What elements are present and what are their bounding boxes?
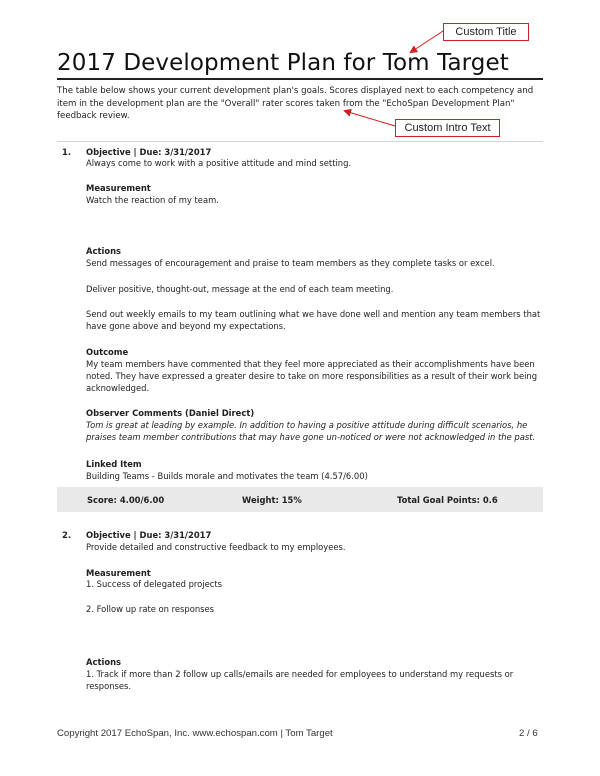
custom-title-arrow [411, 31, 443, 52]
measurement-text: Watch the reaction of my team. [86, 195, 219, 205]
goal-number: 1. [62, 147, 72, 157]
actions-heading: Actions [86, 657, 122, 667]
action-item: Send out weekly emails to my team outlining what we have done well and mention any team members that have gone above and beyond my expectations. [86, 309, 541, 331]
objective-heading: Objective | Due: 3/31/2017 [86, 530, 212, 540]
weight-value: Weight: 15% [242, 495, 302, 505]
observer-comment: Tom is great at leading by example. In addition to having a positive attitude during difficult scenarios, he praises team member contributions that may have gone un-noticed or were not acknowledged in the past. [86, 420, 536, 442]
custom-title-callout: Custom Title [443, 23, 529, 41]
action-item: Send messages of encouragement and praise to team members as they complete tasks or excel. [86, 258, 495, 268]
actions-heading: Actions [86, 246, 122, 256]
footer-copyright: Copyright 2017 EchoSpan, Inc. www.echospan.com | Tom Target [57, 728, 333, 739]
linked-item-text: Building Teams - Builds morale and motivates the team (4.57/6.00) [86, 471, 368, 481]
footer-page-number: 2 / 6 [519, 728, 538, 739]
custom-intro-arrow [345, 111, 395, 126]
section-divider [57, 141, 543, 142]
measurement-heading: Measurement [86, 568, 151, 578]
page-title: 2017 Development Plan for Tom Target [57, 50, 509, 76]
objective-text: Always come to work with a positive attitude and mind setting. [86, 158, 352, 168]
score-bar [57, 487, 543, 512]
goal-number: 2. [62, 530, 72, 540]
measurement-item: 2. Follow up rate on responses [86, 604, 215, 614]
outcome-text: My team members have commented that they feel more appreciated as their accomplishments have been noted. They have expressed a greater desire to take on more responsibilities as a result of their work being acknowledged. [86, 359, 538, 393]
measurement-item: 1. Success of delegated projects [86, 579, 223, 589]
measurement-heading: Measurement [86, 183, 151, 193]
action-item: Deliver positive, thought-out, message at the end of each team meeting. [86, 284, 394, 294]
observer-heading: Observer Comments (Daniel Direct) [86, 408, 255, 418]
action-item: 1. Track if more than 2 follow up calls/emails are needed for employees to understand my requests or responses. [86, 669, 514, 691]
objective-text: Provide detailed and constructive feedback to my employees. [86, 542, 346, 552]
outcome-heading: Outcome [86, 347, 129, 357]
objective-heading: Objective | Due: 3/31/2017 [86, 147, 212, 157]
total-goal-points: Total Goal Points: 0.6 [397, 495, 498, 505]
custom-intro-callout: Custom Intro Text [395, 119, 500, 137]
linked-item-heading: Linked Item [86, 459, 142, 469]
intro-text: The table below shows your current development plan's goals. Scores displayed next to each competency and item in the development plan are the "Overall" rater scores taken from the "EchoSpan Development Plan" feedback review. [57, 86, 534, 121]
score-value: Score: 4.00/6.00 [87, 495, 165, 505]
